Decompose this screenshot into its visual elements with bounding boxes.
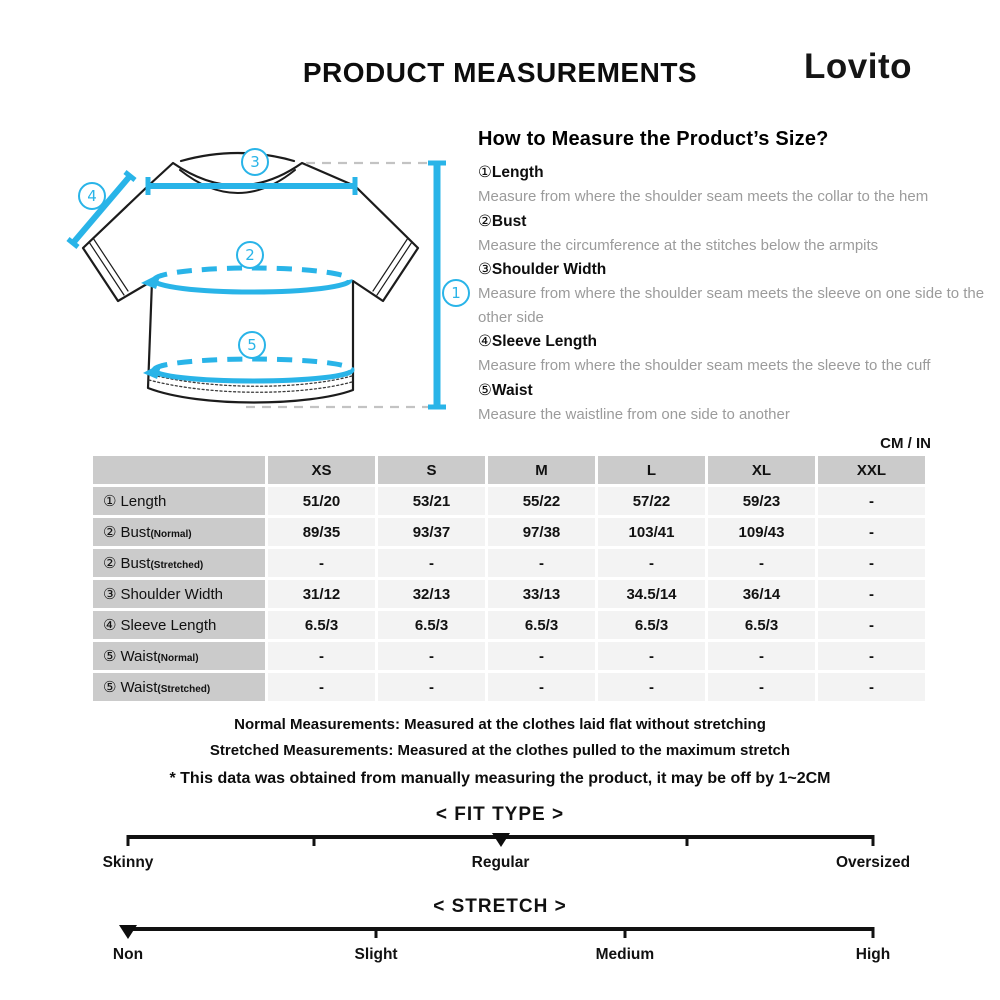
cell-value: - (598, 673, 705, 701)
row-label-text: Waist (120, 648, 158, 665)
tshirt-measurement-diagram (50, 130, 480, 430)
cell-value: - (818, 518, 925, 546)
cell-value: 36/14 (708, 580, 815, 608)
cell-value: 6.5/3 (708, 611, 815, 639)
badge-4: 4 (87, 187, 97, 205)
back-collar-line (181, 153, 294, 161)
cell-value: 32/13 (378, 580, 485, 608)
note-normal-measurements: Normal Measurements: Measured at the clothes laid flat without stretching (234, 716, 766, 733)
badge-1: 1 (451, 284, 461, 302)
badge-3: 3 (250, 153, 260, 171)
cell-value: - (378, 549, 485, 577)
row-circled-number: ① (103, 492, 117, 510)
table-row-shoulder-width (93, 580, 925, 608)
row-label (93, 611, 265, 639)
cell-value: 97/38 (488, 518, 595, 546)
cell-value: - (708, 673, 815, 701)
stretch-title: < STRETCH > (433, 896, 567, 917)
cell-value: 6.5/3 (268, 611, 375, 639)
stretch-label-high: High (855, 946, 891, 963)
cell-value: - (488, 673, 595, 701)
table-row-bust-normal (93, 518, 925, 546)
header-xs: XS (268, 456, 375, 484)
badge-5: 5 (247, 336, 257, 354)
how-to-item-2-desc: Measure the circumference at the stitches below the armpits (478, 236, 879, 254)
circled-number-5: ⑤ (478, 380, 492, 399)
fit-type-scale (102, 835, 911, 871)
note-disclaimer: * This data was obtained from manually measuring the product, it may be off by 1~2CM (169, 770, 831, 787)
stretch-label-non: Non (112, 946, 144, 963)
how-to-item-4-label (478, 329, 994, 354)
fit-type-tick-quarter (313, 835, 316, 846)
cell-value: 93/37 (378, 518, 485, 546)
row-circled-number: ⑤ (103, 647, 117, 665)
how-to-item-5-label (478, 378, 994, 403)
cell-value: - (708, 642, 815, 670)
how-to-item-1-text: Length (491, 164, 544, 181)
note-stretched-measurements: Stretched Measurements: Measured at the clothes pulled to the maximum stretch (209, 742, 791, 759)
badge-2: 2 (245, 246, 255, 264)
cell-value: - (708, 549, 815, 577)
cell-value: 6.5/3 (488, 611, 595, 639)
cell-value: - (268, 549, 375, 577)
stretch-tick-third (375, 927, 378, 938)
row-label (93, 673, 265, 701)
row-label-sub: (Stretched) (157, 684, 211, 695)
table-row-bust-stretched (93, 549, 925, 577)
row-circled-number: ④ (103, 616, 117, 634)
fit-type-label-skinny: Skinny (102, 854, 154, 871)
cell-value: 53/21 (378, 487, 485, 515)
table-row-length (93, 487, 925, 515)
cell-value: 103/41 (598, 518, 705, 546)
how-to-item-2-text: Bust (491, 212, 527, 230)
row-label-sub: (Normal) (150, 529, 192, 540)
how-to-item-1-label (478, 160, 994, 185)
cell-value: - (488, 642, 595, 670)
row-label (93, 518, 265, 546)
unit-label: CM / IN (880, 435, 931, 452)
stretch-label-medium: Medium (595, 946, 655, 963)
header-xl: XL (708, 456, 815, 484)
cell-value: - (268, 642, 375, 670)
stretch-tick-twothirds (623, 927, 626, 938)
header-xxl: XXL (818, 456, 925, 484)
header-s: S (378, 456, 485, 484)
how-to-item-5-desc: Measure the waistline from one side to another (478, 405, 790, 423)
row-label-text: Waist (120, 679, 158, 696)
stretch-marker-triangle-icon (119, 925, 137, 939)
cell-value: - (818, 673, 925, 701)
header-l: L (598, 456, 705, 484)
how-to-item-1-desc: Measure from where the shoulder seam meets the collar to the hem (478, 188, 929, 205)
how-to-item-3-text: Shoulder Width (491, 261, 607, 278)
cell-value: - (378, 642, 485, 670)
circled-number-3: ③ (478, 260, 492, 278)
row-label-text: Sleeve Length (120, 617, 217, 634)
cell-value: 34.5/14 (598, 580, 705, 608)
fit-type-title: < FIT TYPE > (435, 804, 565, 825)
circled-number-1: ① (478, 163, 492, 181)
cell-value: 31/12 (268, 580, 375, 608)
how-to-item-3-desc: Measure from where the shoulder seam meets the sleeve on one side to the other side (478, 285, 985, 326)
row-label-text: Bust (120, 555, 151, 572)
table-row-waist-normal (93, 642, 925, 670)
cell-value: 59/23 (708, 487, 815, 515)
measurements-table (90, 453, 928, 704)
row-circled-number: ② (103, 554, 117, 572)
page-title: PRODUCT MEASUREMENTS (302, 57, 698, 88)
circled-number-4: ④ (478, 332, 492, 350)
row-label (93, 580, 265, 608)
how-to-item-2-label (478, 209, 994, 234)
row-circled-number: ⑤ (103, 678, 117, 696)
tshirt-outline (83, 153, 418, 403)
cell-value: 89/35 (268, 518, 375, 546)
how-to-item-5-text: Waist (491, 381, 533, 399)
cell-value: - (598, 642, 705, 670)
cell-value: 55/22 (488, 487, 595, 515)
stretch-scale (112, 927, 891, 963)
fit-type-tick-start (127, 835, 130, 846)
cell-value: - (268, 673, 375, 701)
cell-value: 6.5/3 (598, 611, 705, 639)
cell-value: - (488, 549, 595, 577)
brand-logo: Lovito (804, 47, 912, 86)
fit-type-tick-threequarter (685, 835, 688, 846)
cell-value: 33/13 (488, 580, 595, 608)
table-header-row (93, 456, 925, 484)
cell-value: - (378, 673, 485, 701)
row-label (93, 642, 265, 670)
fit-type-label-regular: Regular (471, 854, 530, 871)
row-label-sub: (Stretched) (150, 560, 204, 571)
row-label (93, 487, 265, 515)
cell-value: - (818, 487, 925, 515)
row-label-text: Length (120, 493, 167, 510)
stretch-tick-end (872, 927, 875, 938)
cell-value: - (818, 549, 925, 577)
how-to-item-4-text: Sleeve Length (491, 333, 597, 350)
row-label-text: Bust (120, 524, 151, 541)
fit-type-marker-triangle-icon (492, 833, 510, 847)
cell-value: - (818, 580, 925, 608)
row-label-text: Shoulder Width (120, 586, 224, 603)
fit-type-tick-end (872, 835, 875, 846)
cell-value: - (818, 611, 925, 639)
table-row-waist-stretched (93, 673, 925, 701)
header-empty-cell (93, 456, 265, 484)
row-label-sub: (Normal) (157, 653, 199, 664)
cell-value: 6.5/3 (378, 611, 485, 639)
circled-number-2: ② (478, 211, 492, 230)
cell-value: 109/43 (708, 518, 815, 546)
fit-type-label-oversized: Oversized (835, 854, 911, 871)
how-to-item-4-desc: Measure from where the shoulder seam meets the sleeve to the cuff (478, 357, 931, 374)
row-label (93, 549, 265, 577)
row-circled-number: ③ (103, 585, 117, 603)
header-m: M (488, 456, 595, 484)
stretch-label-slight: Slight (354, 946, 398, 963)
how-to-measure-section (478, 128, 994, 426)
how-to-item-3-label (478, 257, 994, 282)
cell-value: - (598, 549, 705, 577)
table-row-sleeve-length (93, 611, 925, 639)
cell-value: 57/22 (598, 487, 705, 515)
row-circled-number: ② (103, 523, 117, 541)
cell-value: 51/20 (268, 487, 375, 515)
cell-value: - (818, 642, 925, 670)
how-to-title: How to Measure the Product’s Size? (478, 128, 829, 150)
